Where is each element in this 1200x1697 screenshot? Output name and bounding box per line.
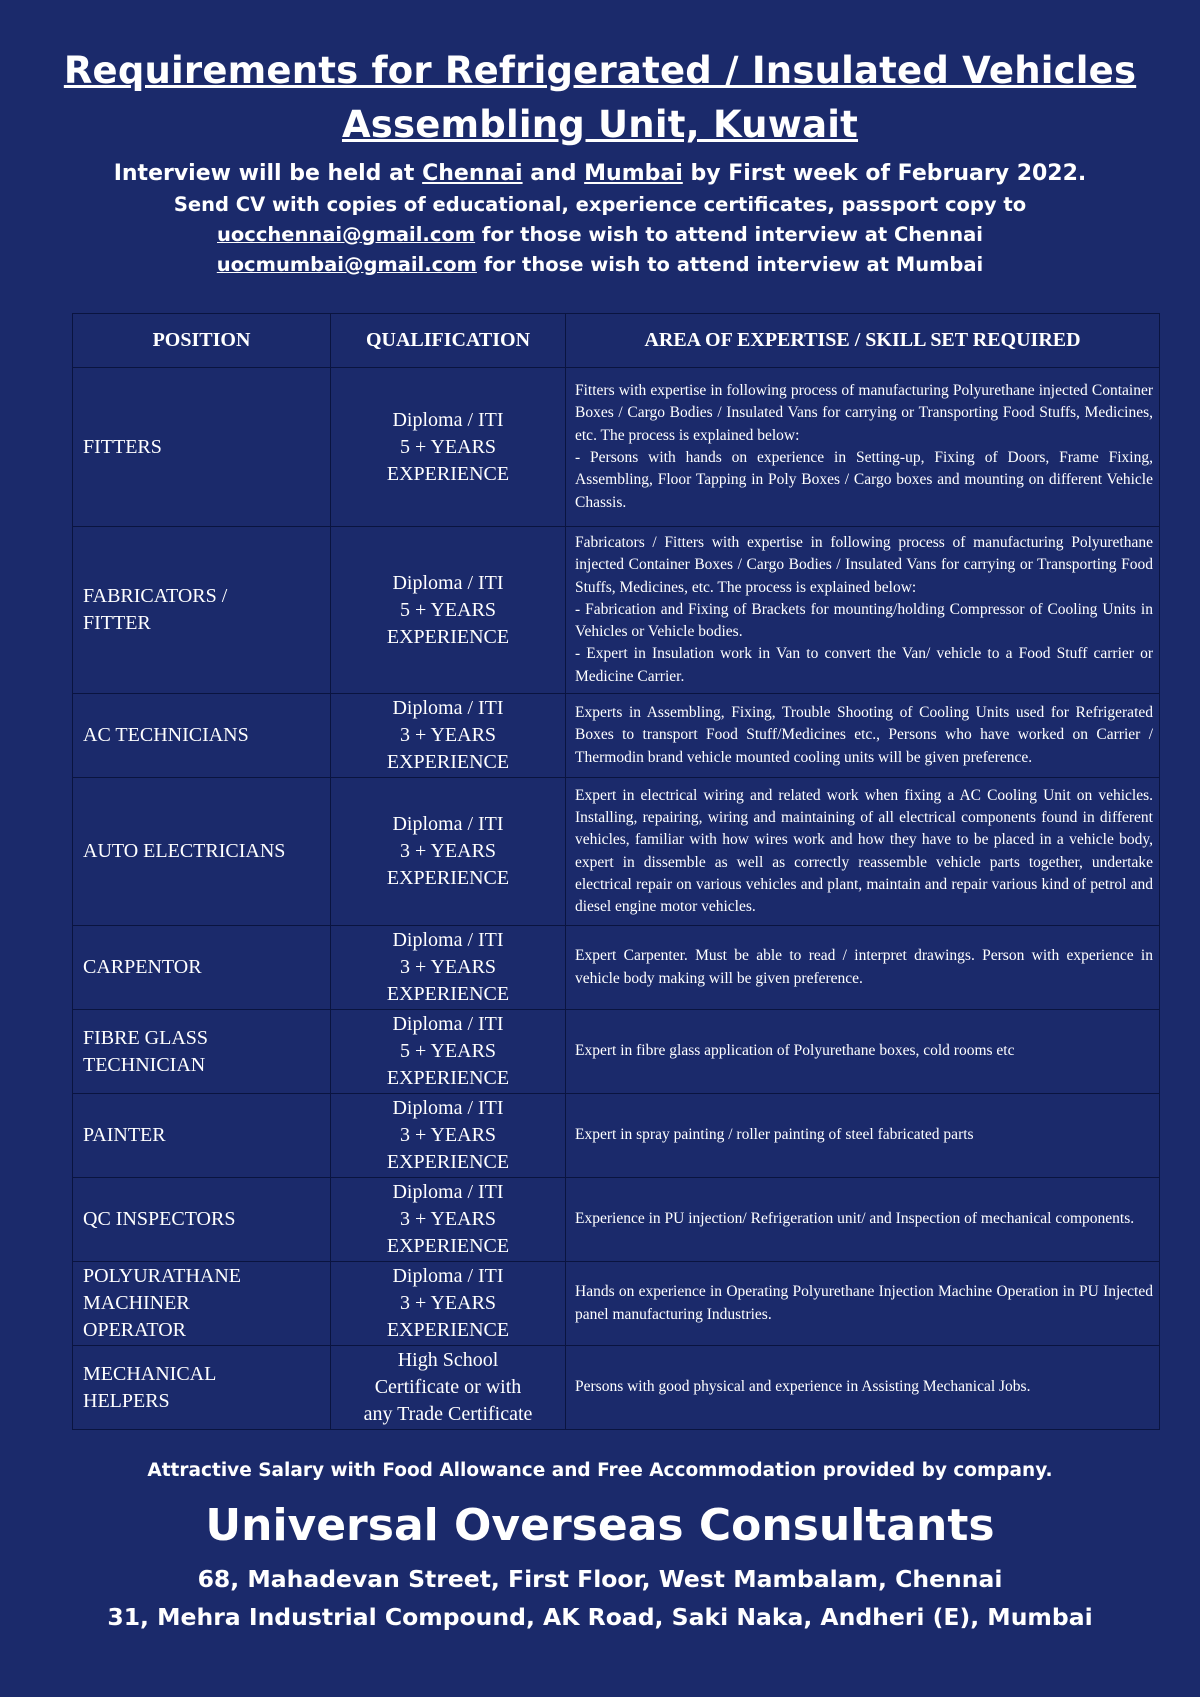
qualification-cell-line: 3 + YEARS (399, 840, 497, 862)
table-row (73, 1178, 1160, 1262)
qualification-cell (331, 926, 566, 1010)
skills-cell-line: Experts in Assembling, Fixing, Trouble Shooting of Cooling Units used for Refrigerated Boxes to transport Food Stuff/Medicines etc., Persons who have worked on Carrier / Thermodin brand vehicle mounted cooling units will be given preference. (575, 704, 1153, 766)
skills-cell-line: Expert Carpenter. Must be able to read / interpret drawings. Person with experience in vehicle body making will be given preference. (575, 947, 1153, 987)
skills-cell (566, 694, 1160, 778)
qualification-cell (331, 1094, 566, 1178)
skills-cell (566, 926, 1160, 1010)
header (0, 0, 1200, 280)
qualification-cell-line: EXPERIENCE (386, 751, 510, 773)
qualification-cell (331, 368, 566, 527)
qualification-cell-line: 5 + YEARS (399, 598, 497, 621)
company-name: Universal Overseas Consultants (205, 1500, 995, 1551)
skills-cell (566, 1262, 1160, 1346)
table-row (73, 694, 1160, 778)
position-cell (73, 1010, 331, 1094)
position-cell-line: TECHNICIAN (83, 1053, 206, 1076)
column-header-skills: AREA OF EXPERTISE / SKILL SET REQUIRED (566, 314, 1160, 368)
city-mumbai: Mumbai (584, 161, 683, 186)
skills-cell (566, 1010, 1160, 1094)
qualification-cell-line: 3 + YEARS (399, 724, 497, 746)
interview-text-and: and (522, 161, 585, 186)
position-cell (73, 527, 331, 694)
qualification-cell-line: 3 + YEARS (399, 1208, 497, 1230)
qualification-cell (331, 1346, 566, 1430)
skills-cell (566, 527, 1160, 694)
interview-text-pre: Interview will be held at (113, 161, 423, 186)
skills-cell-line: Fabricators / Fitters with expertise in following process of manufacturing Polyurethane injected Container Boxes / Cargo Bodies / Insulated Vans for carrying or Transporting Food Stuffs, Medicines, etc. The process is explained below: (575, 533, 1153, 596)
position-cell (73, 1094, 331, 1178)
skills-cell-line: Persons with good physical and experience in Assisting Mechanical Jobs. (575, 1378, 1031, 1396)
chennai-email-line (0, 220, 1200, 250)
position-cell-line: HELPERS (83, 1389, 170, 1412)
qualification-cell-line: Diploma / ITI (392, 408, 504, 431)
position-cell-line: FIBRE GLASS (83, 1026, 209, 1049)
table-row (73, 1262, 1160, 1346)
position-cell-line: QC INSPECTORS (83, 1208, 236, 1230)
qualification-cell-line: Diploma / ITI (392, 929, 504, 951)
table-body (73, 368, 1160, 1430)
salary-note: Attractive Salary with Food Allowance and Free Accommodation provided by company. (147, 1460, 1053, 1481)
qualification-cell-line: EXPERIENCE (386, 462, 510, 485)
skills-cell-line: Expert in spray painting / roller painting of steel fabricated parts (575, 1126, 974, 1144)
qualification-cell-line: 5 + YEARS (399, 435, 497, 458)
table-row (73, 778, 1160, 926)
position-cell-line: PAINTER (83, 1124, 166, 1146)
qualification-cell-line: 3 + YEARS (399, 1124, 497, 1146)
qualification-cell (331, 694, 566, 778)
email-mumbai-link[interactable]: uocmumbai@gmail.com (216, 253, 477, 276)
skills-cell (566, 368, 1160, 527)
position-cell-line: FABRICATORS / (83, 585, 228, 607)
table-row (73, 926, 1160, 1010)
position-cell (73, 778, 331, 926)
position-cell-line: POLYURATHANE (83, 1265, 241, 1287)
skills-cell-line: Fitters with expertise in following process of manufacturing Polyurethane injected Container Boxes / Cargo Bodies / Insulated Vans for carrying or Transporting Food Stuffs, Medicines, etc. The process is explained below: (575, 382, 1153, 444)
position-cell-line: CARPENTOR (83, 956, 202, 978)
qualification-cell-line: High School (397, 1349, 499, 1371)
interview-text-post: by First week of February 2022. (682, 161, 1087, 186)
table-row (73, 1346, 1160, 1430)
qualification-cell-line: EXPERIENCE (386, 1067, 510, 1089)
interview-info (0, 158, 1200, 190)
positions-table (72, 313, 1160, 1430)
qualification-cell-line: EXPERIENCE (386, 1151, 510, 1173)
column-header-position: POSITION (73, 314, 331, 368)
email-chennai-note: for those wish to attend interview at Chennai (475, 223, 983, 246)
qualification-cell-line: EXPERIENCE (386, 625, 510, 648)
skills-cell (566, 778, 1160, 926)
qualification-cell-line: Diploma / ITI (392, 697, 504, 719)
qualification-cell-line: 5 + YEARS (399, 1040, 497, 1062)
table-row (73, 527, 1160, 694)
table-row (73, 1010, 1160, 1094)
position-cell-line: AC TECHNICIANS (83, 724, 249, 746)
skills-cell-line: Expert in fibre glass application of Polyurethane boxes, cold rooms etc (575, 1042, 1015, 1060)
send-cv-text: Send CV with copies of educational, experience certificates, passport copy to (173, 193, 1027, 216)
email-chennai-link[interactable]: uocchennai@gmail.com (217, 223, 476, 246)
qualification-cell (331, 1178, 566, 1262)
qualification-cell-line: Diploma / ITI (392, 1265, 504, 1287)
position-cell (73, 368, 331, 527)
qualification-cell (331, 778, 566, 926)
position-cell-line: FITTERS (83, 435, 162, 458)
skills-cell (566, 1094, 1160, 1178)
qualification-cell-line: EXPERIENCE (386, 1319, 510, 1341)
address-mumbai: 31, Mehra Industrial Compound, AK Road, Saki Naka, Andheri (E), Mumbai (107, 1603, 1093, 1631)
city-chennai: Chennai (422, 161, 523, 186)
column-header-qualification: QUALIFICATION (331, 314, 566, 368)
skills-cell (566, 1178, 1160, 1262)
email-mumbai-note: for those wish to attend interview at Mumbai (476, 253, 984, 276)
table-header-row (73, 314, 1160, 368)
qualification-cell-line: Diploma / ITI (392, 1013, 504, 1035)
qualification-cell-line: Diploma / ITI (392, 1097, 504, 1119)
qualification-cell (331, 1262, 566, 1346)
qualification-cell-line: any Trade Certificate (363, 1403, 533, 1425)
position-cell (73, 1178, 331, 1262)
qualification-cell-line: 3 + YEARS (399, 1292, 497, 1314)
position-cell (73, 926, 331, 1010)
qualification-cell-line: Diploma / ITI (392, 813, 504, 835)
qualification-cell-line: Diploma / ITI (392, 571, 504, 594)
qualification-cell-line: EXPERIENCE (386, 867, 510, 889)
table-row (73, 1094, 1160, 1178)
skills-cell-line: Hands on experience in Operating Polyurethane Injection Machine Operation in PU Injected panel manufacturing Industries. (575, 1283, 1153, 1323)
position-cell-line: AUTO ELECTRICIANS (83, 840, 286, 862)
skills-cell-line: - Expert in Insulation work in Van to convert the Van/ vehicle to a Food Stuff carrier or Medicine Carrier. (575, 645, 1153, 685)
page-title-line1: Requirements for Refrigerated / Insulated Vehicles (63, 49, 1137, 92)
table-row (73, 368, 1160, 527)
skills-cell (566, 1346, 1160, 1430)
qualification-cell-line: EXPERIENCE (386, 983, 510, 1005)
position-cell (73, 1346, 331, 1430)
qualification-cell-line: Certificate or with (374, 1376, 522, 1398)
skills-cell-line: Expert in electrical wiring and related work when fixing a AC Cooling Unit on vehicles. Installing, repairing, wiring and maintaining of all electrical components found in different vehicles, familiar with how wires work and how they have to be placed in a vehicle body, expert in dissemble as well as correctly reassemble vehicle parts together, undertake electrical repair on various vehicles and plant, maintain and repair various kind of petrol and diesel engine motor vehicles. (575, 786, 1153, 916)
qualification-cell-line: 3 + YEARS (399, 956, 497, 978)
skills-cell-line: - Fabrication and Fixing of Brackets for mounting/holding Compressor of Cooling Units in Vehicles or Vehicle bodies. (575, 600, 1153, 641)
mumbai-email-line (0, 250, 1200, 280)
page-title-line2: Assembling Unit, Kuwait (341, 103, 859, 146)
position-cell-line: MECHANICAL (83, 1362, 217, 1385)
skills-cell-line: - Persons with hands on experience in Setting-up, Fixing of Doors, Frame Fixing, Assembling, Floor Tapping in Poly Boxes / Cargo boxes and mounting on different Vehicle Chassis. (575, 449, 1153, 511)
address-chennai: 68, Mahadevan Street, First Floor, West Mambalam, Chennai (197, 1565, 1003, 1593)
qualification-cell (331, 527, 566, 694)
skills-cell-line: Experience in PU injection/ Refrigeration unit/ and Inspection of mechanical components. (575, 1210, 1135, 1228)
qualification-cell-line: EXPERIENCE (386, 1235, 510, 1257)
position-cell (73, 1262, 331, 1346)
qualification-cell (331, 1010, 566, 1094)
position-cell-line: FITTER (83, 612, 151, 634)
position-cell-line: MACHINER (83, 1292, 190, 1314)
qualification-cell-line: Diploma / ITI (392, 1181, 504, 1203)
position-cell (73, 694, 331, 778)
position-cell-line: OPERATOR (83, 1319, 186, 1341)
